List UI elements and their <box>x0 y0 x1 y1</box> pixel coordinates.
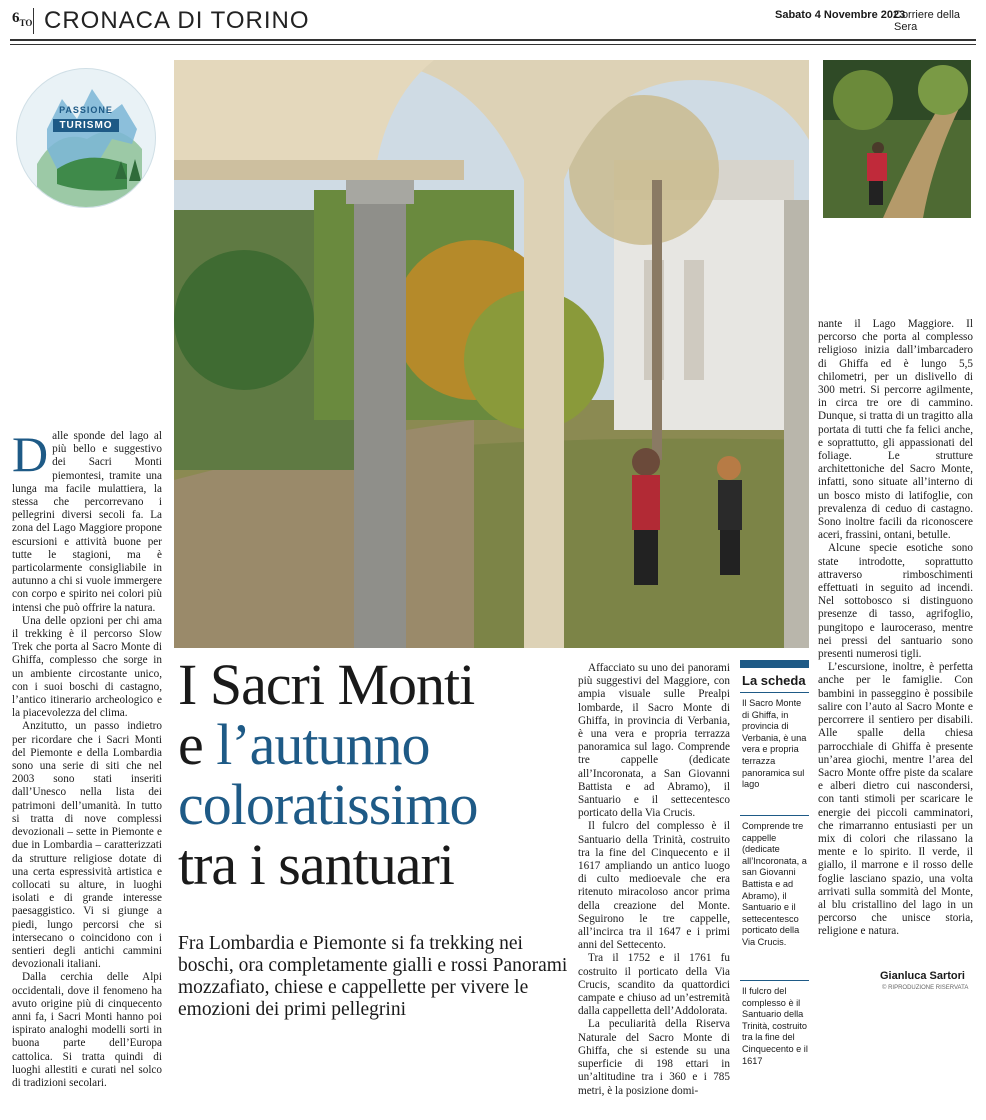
scheda-item: Comprende tre cappelle (dedicate all’Incoronata, a san Giovanni Battista e ad Abramo), il Santuario e il settecentesco porticato della Via Crucis. <box>742 821 807 947</box>
article-paragraph: Tra il 1752 e il 1761 fu costruito il porticato della Via Crucis, scandito da quattordici campate e chiuso ad un’estremità dalla cappelletta dell’Addolorata. <box>578 952 730 1018</box>
main-photo-sacro-monte <box>174 60 809 648</box>
article-column-3 <box>818 318 973 939</box>
article-column-2 <box>578 662 730 1098</box>
issue-date: Sabato 4 Novembre 2023 <box>775 9 906 21</box>
region-map-icon <box>17 69 156 208</box>
article-column-1 <box>12 426 162 1090</box>
dropcap: D <box>12 426 49 482</box>
header-rule <box>10 39 976 41</box>
article-paragraph: Una delle opzioni per chi ama il trekking è il percorso Slow Trek che porta al Sacro Monte di Ghiffa, complesso che sorge in un ambiente circostante unico, con i suoi boschi di castagno, l’antico itinerario archeologico e la piacevolezza del clima. <box>12 614 162 720</box>
scheda-divider <box>740 980 809 981</box>
scheda-divider <box>740 692 809 693</box>
logo-text: PASSIONE TURISMO <box>17 105 155 133</box>
article-paragraph: Il fulcro del complesso è il Santuario della Trinità, costruito tra la fine del Cinquecento e il 1617 ampliando un antico luogo di culto medioevale che era ritenuto miracoloso ancor prima della creazione del Monte. Seguirono le tre cappelle, all’incirca tra il 1647 e i primi anni del Settecento. <box>578 820 730 952</box>
scheda-item: Il fulcro del complesso è il Santuario della Trinità, costruito tra la fine del Cinquecento e il 1617 <box>742 986 808 1066</box>
header-divider <box>33 8 34 34</box>
page-number: $6_{TO}$ <box>12 10 33 28</box>
article-paragraph: Anzitutto, un passo indietro per ricordare che i Sacri Monti del Piemonte e della Lombardia sono una serie di siti che nel 2003 sono stati inseriti dall’Unesco nella lista dei patrimoni dell’umanità. In tutto si tratta di nove complessi devozionali – sette in Piemonte e due in Lombardia – caratterizzati da strutture religiose dotate di una certa espressività artistica e collocati su alture, in luoghi isolati e di grande interesse paesaggistico. Vi si giunge a piedi, lungo percorsi che si intersecano o coincidono con i sentieri degli antichi cammini devozionali italiani. <box>12 720 162 971</box>
passione-turismo-logo <box>16 68 156 208</box>
scheda-bar <box>740 660 809 668</box>
headline: I Sacri Monti e l’autunno coloratissimo tra i santuari <box>178 652 478 897</box>
article-paragraph: L’escursione, inoltre, è perfetta anche per le famiglie. Con bambini in passeggino è possibile salire con l’auto al Sacro Monte e percorrere il sentiero per disabili. Alle spalle della chiesa parrocchiale di Ghiffa è presente un’area giochi, mentre l’area del Sacro Monte offre piste da scalare e alberi dietro cui nascondersi, con tanti stimoli per scaricare le energie dei piccoli camminatori, che rimarranno entusiasti per un mix di colori che rilassano la mente e lo spirito. Il verde, il giallo, il marrone e il rosso delle foglie lasciano spazio, una volta arrivati sulla sommità del Monte, al blu cristallino del lago in un percorso che unisce storia, religione e natura. <box>818 661 973 938</box>
article-paragraph: Affacciato su uno dei panorami più suggestivi del Maggiore, con ampia visuale sulle Prealpi lombarde, il Sacro Monte di Ghiffa, in provincia di Verbania, è una vera e propria terrazza panoramica sul lago. Comprende tre cappelle (dedicate all’Incoronata, a San Giovanni Battista e ad Abramo), il Santuario e il settecentesco porticato della Via Crucis. <box>578 662 730 820</box>
article-paragraph: Alcune specie esotiche sono state introdotte, soprattutto attraverso rimboschimenti effettuati in seguito ad incendi. Nel sottobosco si distinguono presenze di tasso, agrifoglio, pungitopo e laurocerasо, mentre nei pressi del santuario sono presenti numerosi tigli. <box>818 542 973 661</box>
scheda-divider <box>740 815 809 816</box>
newspaper-name: Corriere della Sera <box>894 9 961 33</box>
copyright-note: © RIPRODUZIONE RISERVATA <box>882 985 969 991</box>
header-rule-thin <box>10 44 976 45</box>
section-title: CRONACA DI TORINO <box>44 7 310 34</box>
author-byline: Gianluca Sartori <box>880 970 965 982</box>
article-paragraph: nante il Lago Maggiore. Il percorso che porta al complesso religioso inizia dall’imbarcadero di Ghiffa ed è lungo 5,5 chilometri, per un dislivello di 300 metri. Si percorre agilmente, in circa tre ore di cammino. Dunque, si tratta di un tragitto alla portata di tutti che fa felici anche, e soprattutto, gli appassionati del foliage. Le strutture architettoniche del Sacro Monte, infatti, sono situate all’interno di un bosco misto di latifoglie, con prevalenza di ceduo di castagno. Sono inoltre facili da riconoscere aceri, frassini, ontani, betulle. <box>818 318 973 542</box>
article-paragraph: Dalla cerchia delle Alpi occidentali, dove il fenomeno ha avuto origine più di cinquecento anni fa, i Sacri Monti hanno poi ispirato analoghi modelli sorti in buona parte dell’Europa cattolica. Si tratta quindi di luoghi allestiti e curati nel solco di tradizioni secolari. <box>12 971 162 1089</box>
article-paragraph: Dalle sponde del lago al più bello e suggestivo dei Sacri Monti piemontesi, tramite una lunga ma facile mulattiera, la stessa che percorrevano i pellegrini diversi secoli fa. La zona del Lago Maggiore propone escursioni e attività buone per tutte le stagioni, ma è particolarmente consigliabile in autunno a chi si vuole immergere con corpo e spirito nei colori più intensi che può offrire la natura. <box>12 426 162 614</box>
side-photo-hikers <box>823 60 971 218</box>
scheda-title: La scheda <box>742 673 806 688</box>
subheadline: Fra Lombardia e Piemonte si fa trekking nei boschi, ora completamente gialli e rossi Panorami mozzafiato, chiese e cappellette per vivere le emozioni dei primi pellegrini <box>178 933 568 1020</box>
scheda-item: Il Sacro Monte di Ghiffa, in provincia di Verbania, è una vera e propria terrazza panoramica sul lago <box>742 698 807 790</box>
article-paragraph: La peculiarità della Riserva Naturale del Sacro Monte di Ghiffa, che si estende su una superficie di 198 ettari in un’altitudine tra i 360 e i 785 metri, è la posizione domi- <box>578 1018 730 1097</box>
